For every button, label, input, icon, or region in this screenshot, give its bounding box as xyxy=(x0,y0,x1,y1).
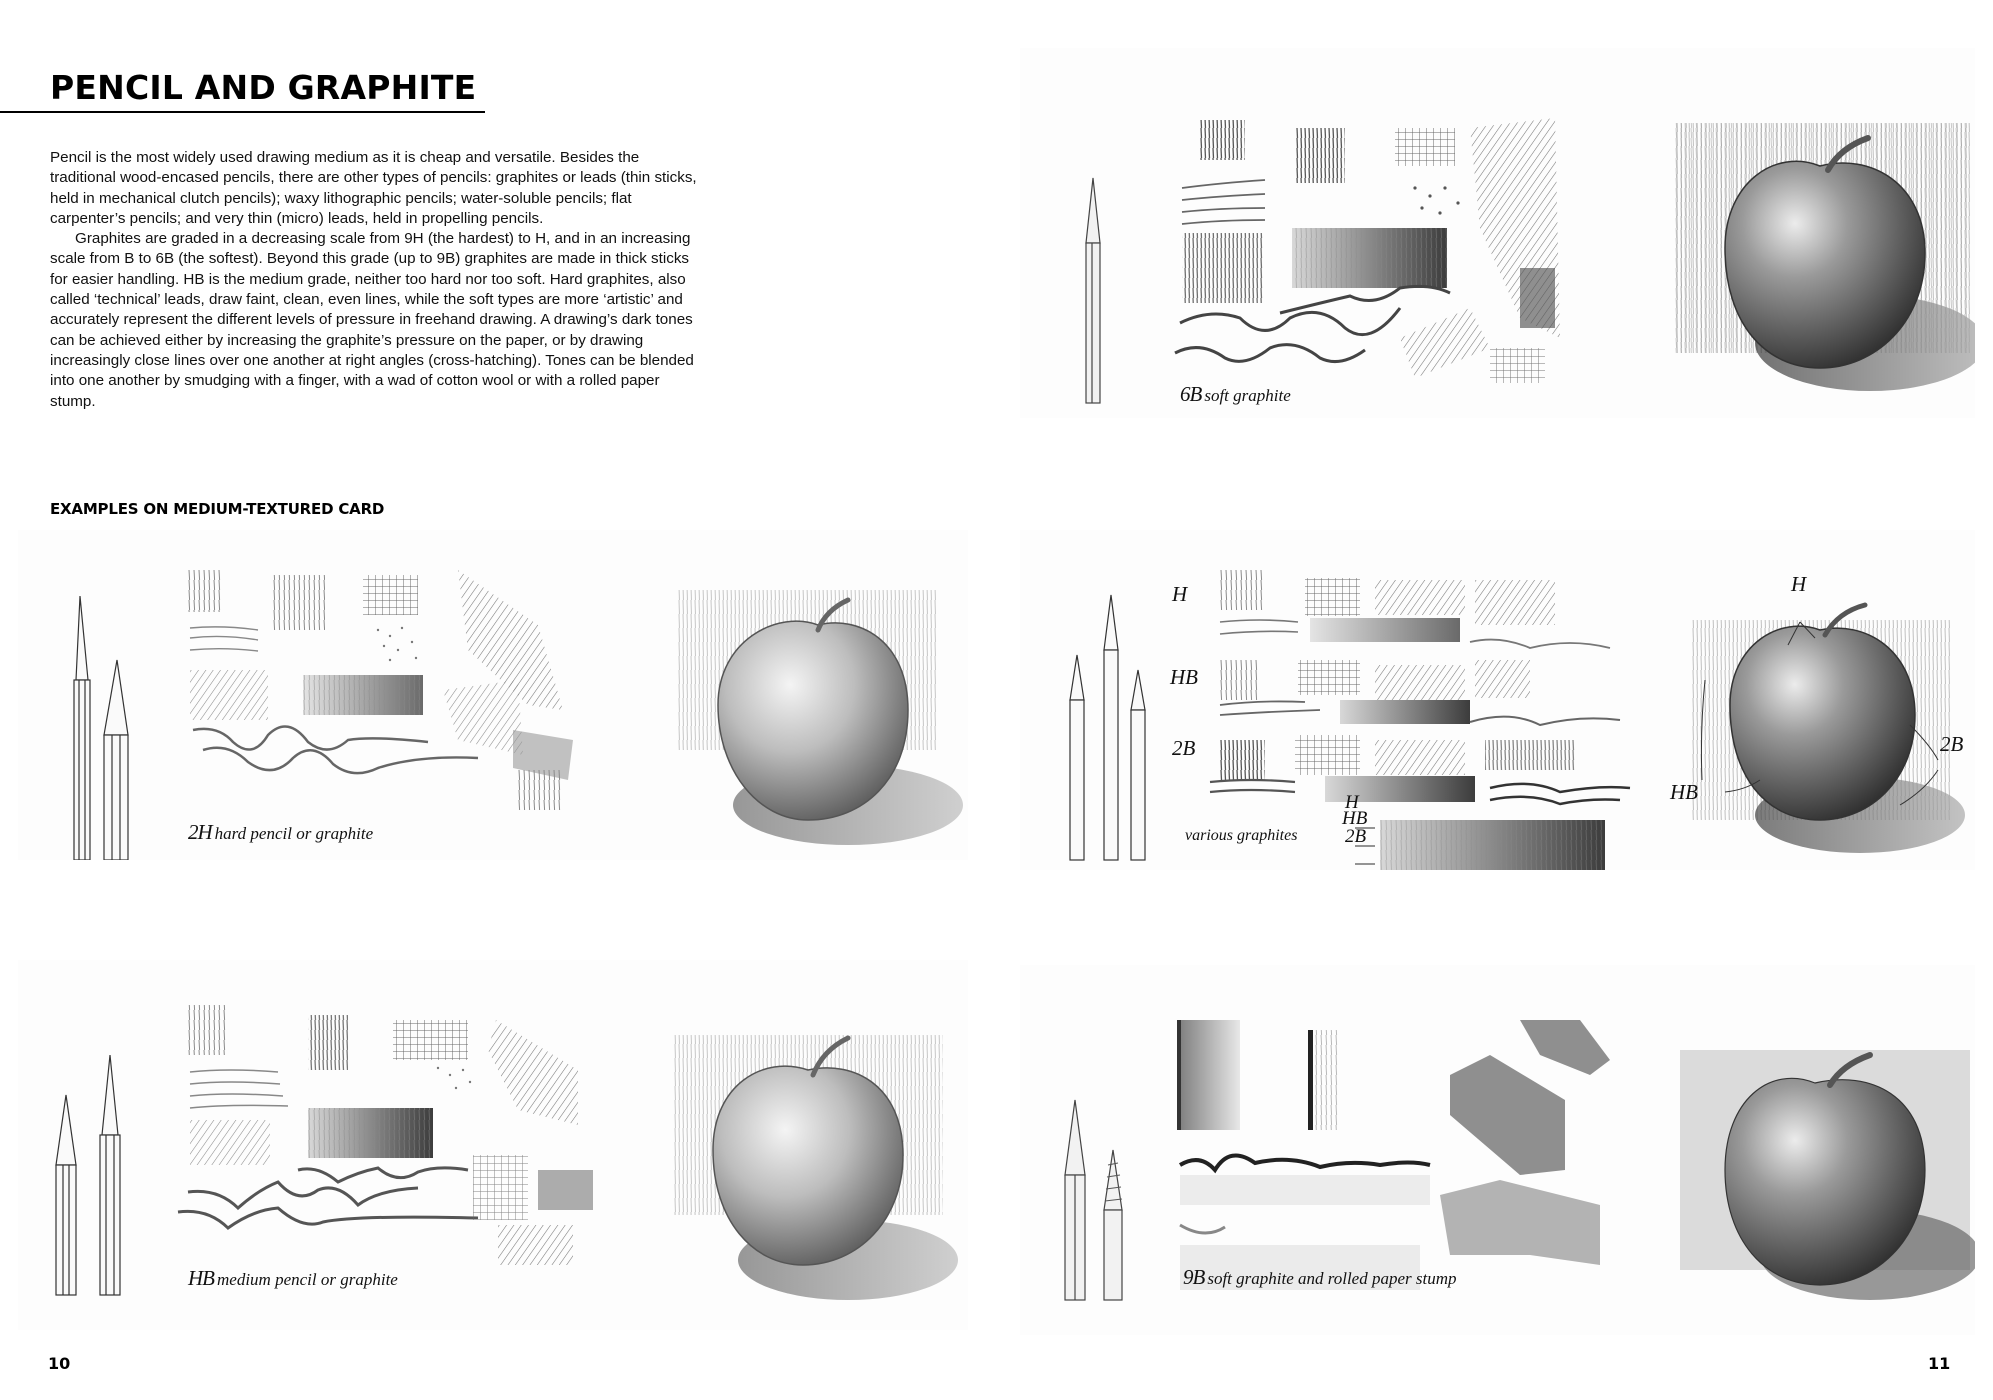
page-number-left: 10 xyxy=(48,1354,71,1373)
apple-drawing xyxy=(1675,123,1975,391)
apple-label-hb: HB xyxy=(1670,780,1698,804)
body-text xyxy=(50,148,705,412)
caption-text: soft graphite xyxy=(1204,386,1291,405)
apple-drawing xyxy=(1690,605,1965,853)
body-paragraph-2: Graphites are graded in a decreasing scale from 9H (the hardest) to H, and in an increasing scale from B to 6B (the softest). Beyond this grade (up to 9B) graphites are made in thick sticks for easier handling. HB is the medium grade, neither too hard nor too soft. Hard graphites, also called ‘technical’ leads, draw faint, clean, even lines, while the soft types are more ‘artistic’ and accurately represent the different levels of pressure in freehand drawing. A drawing’s dark tones can be achieved either by increasing the graphite’s pressure on the paper, or by drawing increasingly close lines over one another at right angles (cross-hatching). Tones can be blended into one another by smudging with a finger, with a wad of cotton wool or with a rolled paper stump. xyxy=(50,230,694,410)
caption-text: hard pencil or graphite xyxy=(214,824,374,843)
gradient-label-hb: HB xyxy=(1342,808,1368,829)
apple-label-2b: 2B xyxy=(1940,732,1964,756)
gradient-label-h: H xyxy=(1345,792,1359,813)
illustration-hb-graphic xyxy=(18,960,968,1330)
caption-grade: 2H xyxy=(188,820,212,844)
body-paragraph-1: Pencil is the most widely used drawing medium as it is cheap and versatile. Besides the traditional wood-encased pencils, there are other types of pencils: graphites or leads (thin sticks, held in mechanical clutch pencils); waxy lithographic pencils; water-soluble pencils; flat carpenter’s pencils; and very thin (micro) leads, held in propelling pencils. xyxy=(50,149,697,227)
apple-drawing xyxy=(678,590,963,845)
page-number-right: 11 xyxy=(1928,1354,1951,1373)
pencil-icon xyxy=(1070,595,1145,860)
illustration-9b-stump xyxy=(1020,965,1975,1335)
pencil-icon xyxy=(56,1055,120,1295)
illustration-9b-graphic xyxy=(1020,965,1975,1335)
illustration-2h-graphic xyxy=(18,530,968,860)
row-label-hb: HB xyxy=(1170,665,1198,689)
page-title: PENCIL AND GRAPHITE xyxy=(50,68,477,107)
illustration-various-graphic xyxy=(1020,530,1975,870)
caption-grade: HB xyxy=(188,1266,214,1290)
apple-drawing xyxy=(673,1035,958,1300)
caption-grade: 6B xyxy=(1180,382,1202,406)
illustration-6b-graphic xyxy=(1020,48,1975,418)
examples-subheading: EXAMPLES ON MEDIUM-TEXTURED CARD xyxy=(50,500,385,518)
caption-hb xyxy=(188,1266,398,1291)
caption-6b xyxy=(1180,382,1291,407)
pencil-icon xyxy=(74,596,128,860)
graphite-stick-icon xyxy=(1086,178,1100,403)
paper-stump-icon xyxy=(1104,1150,1122,1300)
title-underline-rule xyxy=(0,111,485,113)
caption-text: soft graphite and rolled paper stump xyxy=(1207,1269,1457,1288)
row-label-2b: 2B xyxy=(1172,736,1196,760)
caption-2h xyxy=(188,820,373,845)
apple-drawing xyxy=(1680,1050,1975,1300)
graphite-stick-icon xyxy=(1065,1100,1085,1300)
caption-various: various graphites xyxy=(1185,827,1298,844)
caption-9b xyxy=(1183,1265,1457,1290)
caption-text: medium pencil or graphite xyxy=(217,1270,398,1289)
illustration-2h-hard xyxy=(18,530,968,860)
illustration-hb-medium xyxy=(18,960,968,1330)
row-label-h: H xyxy=(1172,582,1188,606)
gradient-label-2b: 2B xyxy=(1345,826,1367,847)
apple-label-h: H xyxy=(1791,572,1807,596)
illustration-6b-soft xyxy=(1020,48,1975,418)
caption-grade: 9B xyxy=(1183,1265,1205,1289)
illustration-various-graphites xyxy=(1020,530,1975,870)
